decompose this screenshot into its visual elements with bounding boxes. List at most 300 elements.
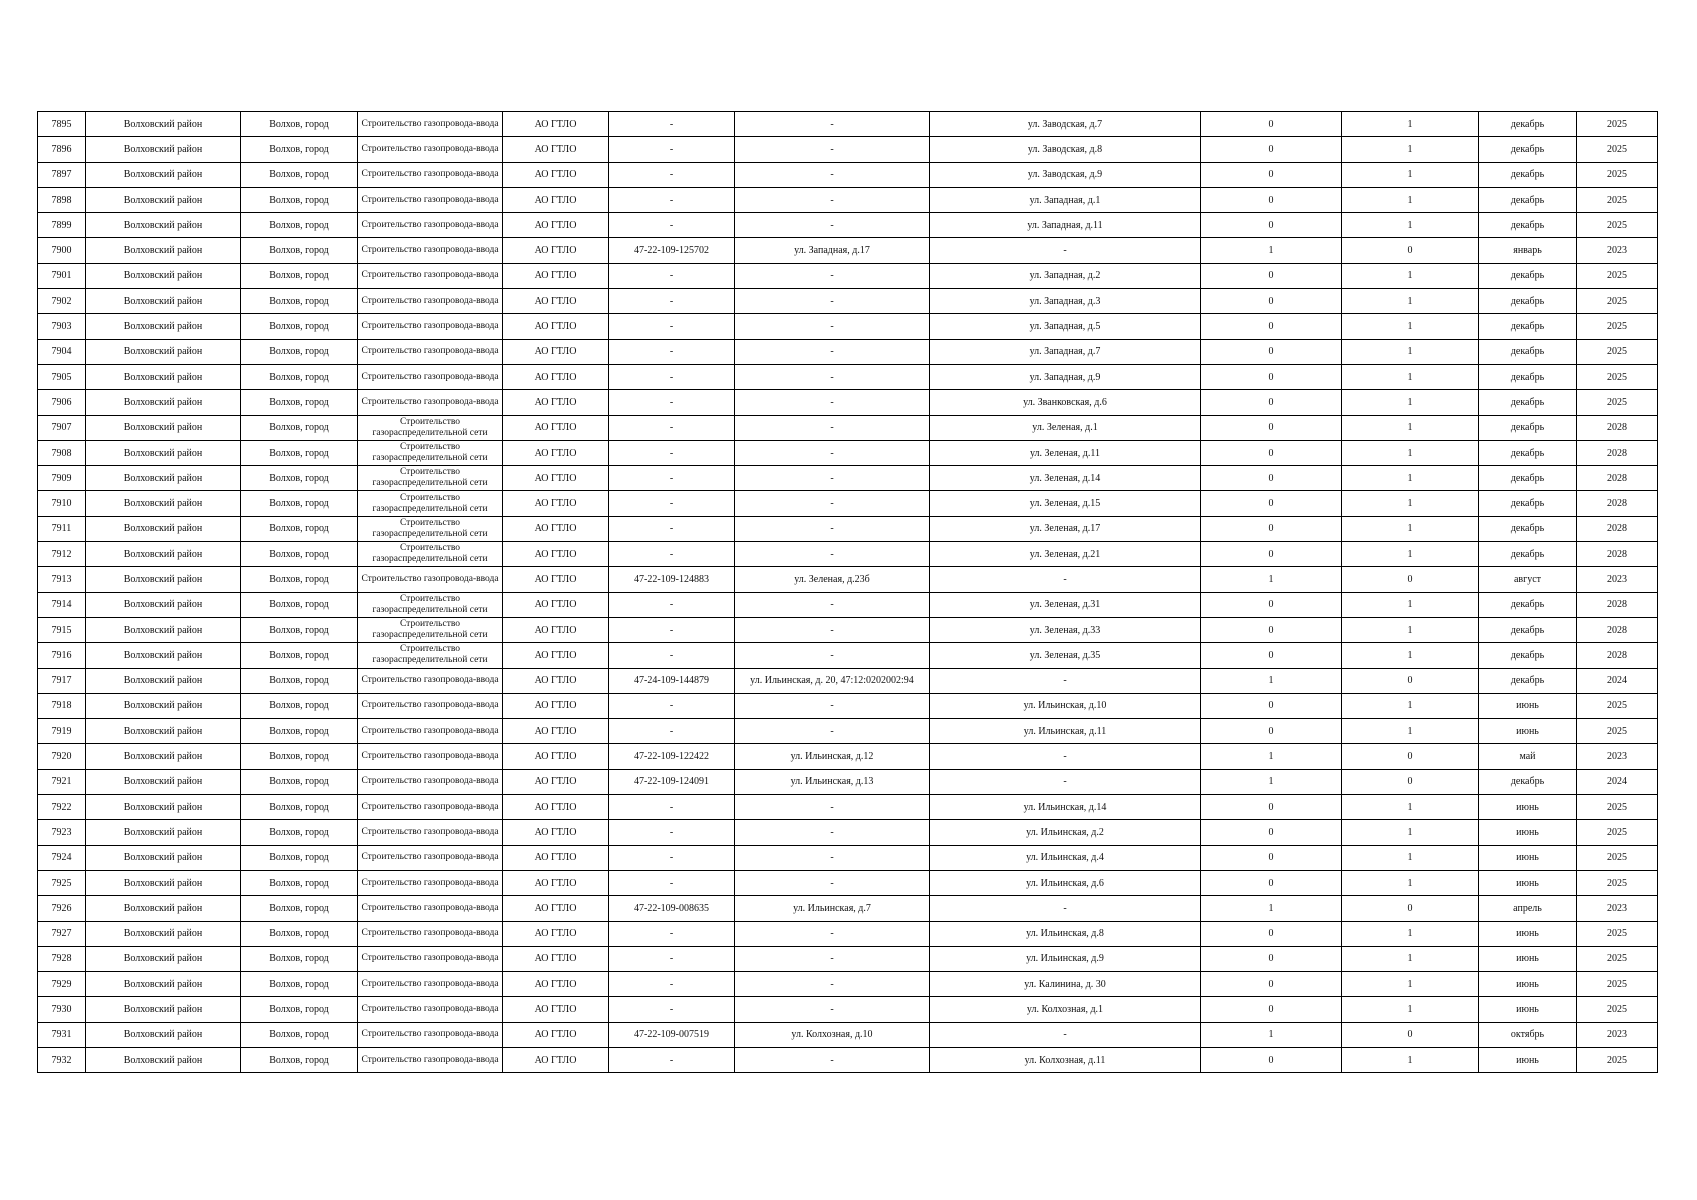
- cell-organization: АО ГТЛО: [503, 440, 609, 465]
- cell-cadastral-number: -: [609, 592, 735, 617]
- cell-work-type: Строительство газопровода-ввода: [358, 845, 503, 870]
- cell-organization: АО ГТЛО: [503, 339, 609, 364]
- cell-district: Волховский район: [86, 162, 241, 187]
- cell-count-planned: 1: [1342, 364, 1479, 389]
- cell-row-number: 7915: [38, 617, 86, 642]
- cell-district: Волховский район: [86, 795, 241, 820]
- cell-planned-address: ул. Колхозная, д.11: [930, 1047, 1201, 1072]
- cell-year: 2028: [1577, 440, 1658, 465]
- cell-work-type: Строительство газопровода-ввода: [358, 1022, 503, 1047]
- cell-organization: АО ГТЛО: [503, 744, 609, 769]
- cell-planned-address: ул. Зеленая, д.15: [930, 491, 1201, 516]
- cell-count-planned: 1: [1342, 693, 1479, 718]
- cell-work-type: Строительство газопровода-ввода: [358, 946, 503, 971]
- cell-work-type: Строительство газораспределительной сети: [358, 466, 503, 491]
- cell-month: декабрь: [1479, 339, 1577, 364]
- table-body: [38, 112, 1658, 1073]
- cell-count-planned: 1: [1342, 491, 1479, 516]
- cell-row-number: 7923: [38, 820, 86, 845]
- cell-settlement: Волхов, город: [241, 187, 358, 212]
- cell-district: Волховский район: [86, 289, 241, 314]
- cell-count-planned: 1: [1342, 845, 1479, 870]
- cell-district: Волховский район: [86, 112, 241, 137]
- cell-cadastral-number: 47-22-109-125702: [609, 238, 735, 263]
- cell-object-address: -: [735, 263, 930, 288]
- cell-month: декабрь: [1479, 617, 1577, 642]
- cell-row-number: 7927: [38, 921, 86, 946]
- cell-district: Волховский район: [86, 364, 241, 389]
- cell-cadastral-number: -: [609, 542, 735, 567]
- cell-work-type: Строительство газопровода-ввода: [358, 238, 503, 263]
- cell-row-number: 7929: [38, 972, 86, 997]
- cell-work-type: Строительство газораспределительной сети: [358, 415, 503, 440]
- cell-row-number: 7917: [38, 668, 86, 693]
- cell-planned-address: ул. Западная, д.2: [930, 263, 1201, 288]
- cell-district: Волховский район: [86, 870, 241, 895]
- table-row: [38, 795, 1658, 820]
- cell-organization: АО ГТЛО: [503, 314, 609, 339]
- cell-count-existing: 0: [1201, 440, 1342, 465]
- cell-organization: АО ГТЛО: [503, 845, 609, 870]
- cell-object-address: -: [735, 592, 930, 617]
- cell-count-existing: 1: [1201, 896, 1342, 921]
- cell-object-address: ул. Ильинская, д.7: [735, 896, 930, 921]
- cell-object-address: -: [735, 946, 930, 971]
- cell-year: 2024: [1577, 769, 1658, 794]
- cell-object-address: -: [735, 364, 930, 389]
- cell-organization: АО ГТЛО: [503, 668, 609, 693]
- cell-month: декабрь: [1479, 415, 1577, 440]
- cell-year: 2025: [1577, 820, 1658, 845]
- cell-planned-address: ул. Зеленая, д.33: [930, 617, 1201, 642]
- cell-count-existing: 0: [1201, 845, 1342, 870]
- cell-cadastral-number: -: [609, 870, 735, 895]
- cell-cadastral-number: 47-22-109-124091: [609, 769, 735, 794]
- cell-year: 2023: [1577, 567, 1658, 592]
- cell-count-existing: 0: [1201, 491, 1342, 516]
- cell-row-number: 7921: [38, 769, 86, 794]
- cell-planned-address: -: [930, 744, 1201, 769]
- cell-year: 2025: [1577, 845, 1658, 870]
- cell-settlement: Волхов, город: [241, 1047, 358, 1072]
- cell-district: Волховский район: [86, 592, 241, 617]
- cell-year: 2023: [1577, 744, 1658, 769]
- cell-organization: АО ГТЛО: [503, 364, 609, 389]
- cell-settlement: Волхов, город: [241, 693, 358, 718]
- cell-row-number: 7926: [38, 896, 86, 921]
- cell-district: Волховский район: [86, 643, 241, 668]
- table-row: [38, 592, 1658, 617]
- cell-planned-address: ул. Ильинская, д.8: [930, 921, 1201, 946]
- cell-work-type: Строительство газопровода-ввода: [358, 112, 503, 137]
- table-row: [38, 162, 1658, 187]
- table-row: [38, 1022, 1658, 1047]
- cell-work-type: Строительство газопровода-ввода: [358, 213, 503, 238]
- cell-planned-address: ул. Западная, д.9: [930, 364, 1201, 389]
- cell-count-planned: 1: [1342, 870, 1479, 895]
- cell-count-existing: 0: [1201, 921, 1342, 946]
- cell-object-address: ул. Западная, д.17: [735, 238, 930, 263]
- cell-settlement: Волхов, город: [241, 339, 358, 364]
- cell-month: декабрь: [1479, 137, 1577, 162]
- cell-month: декабрь: [1479, 668, 1577, 693]
- cell-planned-address: ул. Заводская, д.7: [930, 112, 1201, 137]
- cell-cadastral-number: -: [609, 162, 735, 187]
- cell-month: декабрь: [1479, 769, 1577, 794]
- cell-district: Волховский район: [86, 339, 241, 364]
- cell-year: 2023: [1577, 238, 1658, 263]
- cell-cadastral-number: -: [609, 921, 735, 946]
- cell-cadastral-number: -: [609, 997, 735, 1022]
- cell-object-address: -: [735, 617, 930, 642]
- cell-work-type: Строительство газопровода-ввода: [358, 744, 503, 769]
- cell-count-planned: 1: [1342, 643, 1479, 668]
- cell-count-planned: 0: [1342, 567, 1479, 592]
- cell-work-type: Строительство газопровода-ввода: [358, 795, 503, 820]
- cell-cadastral-number: -: [609, 643, 735, 668]
- cell-work-type: Строительство газопровода-ввода: [358, 263, 503, 288]
- cell-count-planned: 0: [1342, 1022, 1479, 1047]
- cell-count-existing: 1: [1201, 1022, 1342, 1047]
- cell-work-type: Строительство газопровода-ввода: [358, 668, 503, 693]
- cell-organization: АО ГТЛО: [503, 972, 609, 997]
- cell-year: 2028: [1577, 415, 1658, 440]
- cell-count-existing: 0: [1201, 693, 1342, 718]
- cell-organization: АО ГТЛО: [503, 592, 609, 617]
- cell-planned-address: ул. Ильинская, д.2: [930, 820, 1201, 845]
- cell-planned-address: ул. Зеленая, д.1: [930, 415, 1201, 440]
- cell-cadastral-number: -: [609, 289, 735, 314]
- cell-count-planned: 0: [1342, 238, 1479, 263]
- cell-cadastral-number: -: [609, 1047, 735, 1072]
- cell-year: 2028: [1577, 516, 1658, 541]
- cell-organization: АО ГТЛО: [503, 795, 609, 820]
- cell-district: Волховский район: [86, 693, 241, 718]
- cell-district: Волховский район: [86, 263, 241, 288]
- cell-count-existing: 0: [1201, 137, 1342, 162]
- cell-year: 2025: [1577, 1047, 1658, 1072]
- cell-district: Волховский район: [86, 213, 241, 238]
- cell-count-planned: 1: [1342, 390, 1479, 415]
- cell-object-address: ул. Ильинская, д. 20, 47:12:0202002:94: [735, 668, 930, 693]
- cell-year: 2025: [1577, 946, 1658, 971]
- cell-count-planned: 1: [1342, 617, 1479, 642]
- cell-work-type: Строительство газопровода-ввода: [358, 896, 503, 921]
- cell-object-address: -: [735, 516, 930, 541]
- cell-cadastral-number: -: [609, 946, 735, 971]
- cell-object-address: -: [735, 693, 930, 718]
- cell-year: 2025: [1577, 870, 1658, 895]
- cell-planned-address: ул. Зеленая, д.14: [930, 466, 1201, 491]
- cell-organization: АО ГТЛО: [503, 542, 609, 567]
- cell-object-address: -: [735, 1047, 930, 1072]
- table-row: [38, 719, 1658, 744]
- cell-district: Волховский район: [86, 137, 241, 162]
- cell-year: 2024: [1577, 668, 1658, 693]
- cell-object-address: -: [735, 870, 930, 895]
- cell-row-number: 7896: [38, 137, 86, 162]
- cell-month: декабрь: [1479, 289, 1577, 314]
- cell-count-planned: 0: [1342, 668, 1479, 693]
- cell-month: июнь: [1479, 820, 1577, 845]
- table-row: [38, 668, 1658, 693]
- cell-count-existing: 0: [1201, 112, 1342, 137]
- cell-settlement: Волхов, город: [241, 1022, 358, 1047]
- table-row: [38, 440, 1658, 465]
- cell-organization: АО ГТЛО: [503, 617, 609, 642]
- cell-cadastral-number: -: [609, 516, 735, 541]
- cell-row-number: 7931: [38, 1022, 86, 1047]
- cell-month: июнь: [1479, 693, 1577, 718]
- cell-cadastral-number: 47-24-109-144879: [609, 668, 735, 693]
- cell-work-type: Строительство газопровода-ввода: [358, 339, 503, 364]
- cell-district: Волховский район: [86, 440, 241, 465]
- cell-cadastral-number: -: [609, 263, 735, 288]
- table-row: [38, 466, 1658, 491]
- cell-count-existing: 1: [1201, 567, 1342, 592]
- table-row: [38, 542, 1658, 567]
- table-row: [38, 263, 1658, 288]
- cell-cadastral-number: 47-22-109-122422: [609, 744, 735, 769]
- cell-work-type: Строительство газопровода-ввода: [358, 820, 503, 845]
- cell-count-existing: 0: [1201, 390, 1342, 415]
- cell-month: декабрь: [1479, 516, 1577, 541]
- cell-district: Волховский район: [86, 314, 241, 339]
- cell-object-address: -: [735, 820, 930, 845]
- cell-settlement: Волхов, город: [241, 921, 358, 946]
- cell-planned-address: ул. Званковская, д.6: [930, 390, 1201, 415]
- cell-row-number: 7922: [38, 795, 86, 820]
- cell-cadastral-number: -: [609, 187, 735, 212]
- cell-month: декабрь: [1479, 364, 1577, 389]
- cell-row-number: 7898: [38, 187, 86, 212]
- cell-settlement: Волхов, город: [241, 845, 358, 870]
- cell-count-existing: 0: [1201, 466, 1342, 491]
- cell-organization: АО ГТЛО: [503, 466, 609, 491]
- cell-settlement: Волхов, город: [241, 668, 358, 693]
- table-row: [38, 187, 1658, 212]
- cell-count-existing: 0: [1201, 719, 1342, 744]
- cell-object-address: -: [735, 997, 930, 1022]
- cell-year: 2028: [1577, 592, 1658, 617]
- cell-work-type: Строительство газопровода-ввода: [358, 289, 503, 314]
- cell-cadastral-number: 47-22-109-124883: [609, 567, 735, 592]
- cell-count-planned: 1: [1342, 946, 1479, 971]
- cell-planned-address: -: [930, 1022, 1201, 1047]
- cell-cadastral-number: -: [609, 617, 735, 642]
- cell-year: 2025: [1577, 187, 1658, 212]
- table-row: [38, 870, 1658, 895]
- cell-row-number: 7925: [38, 870, 86, 895]
- cell-row-number: 7932: [38, 1047, 86, 1072]
- cell-row-number: 7930: [38, 997, 86, 1022]
- cell-work-type: Строительство газопровода-ввода: [358, 719, 503, 744]
- table-row: [38, 769, 1658, 794]
- cell-organization: АО ГТЛО: [503, 289, 609, 314]
- cell-count-planned: 0: [1342, 896, 1479, 921]
- cell-organization: АО ГТЛО: [503, 491, 609, 516]
- table-row: [38, 112, 1658, 137]
- cell-count-existing: 0: [1201, 162, 1342, 187]
- cell-count-existing: 0: [1201, 213, 1342, 238]
- cell-month: июнь: [1479, 1047, 1577, 1072]
- cell-row-number: 7928: [38, 946, 86, 971]
- cell-planned-address: ул. Ильинская, д.9: [930, 946, 1201, 971]
- cell-count-existing: 0: [1201, 289, 1342, 314]
- cell-count-planned: 1: [1342, 592, 1479, 617]
- cell-count-planned: 1: [1342, 997, 1479, 1022]
- cell-month: июнь: [1479, 921, 1577, 946]
- cell-cadastral-number: -: [609, 795, 735, 820]
- cell-count-existing: 0: [1201, 542, 1342, 567]
- cell-cadastral-number: -: [609, 845, 735, 870]
- cell-row-number: 7895: [38, 112, 86, 137]
- cell-planned-address: ул. Западная, д.11: [930, 213, 1201, 238]
- cell-object-address: -: [735, 289, 930, 314]
- cell-cadastral-number: 47-22-109-007519: [609, 1022, 735, 1047]
- cell-object-address: -: [735, 921, 930, 946]
- cell-planned-address: ул. Ильинская, д.10: [930, 693, 1201, 718]
- cell-planned-address: ул. Ильинская, д.14: [930, 795, 1201, 820]
- cell-month: июнь: [1479, 946, 1577, 971]
- cell-count-planned: 1: [1342, 137, 1479, 162]
- cell-object-address: ул. Ильинская, д.12: [735, 744, 930, 769]
- cell-settlement: Волхов, город: [241, 516, 358, 541]
- cell-count-existing: 1: [1201, 238, 1342, 263]
- data-table: [37, 111, 1658, 1073]
- cell-month: июнь: [1479, 972, 1577, 997]
- table-row: [38, 415, 1658, 440]
- cell-work-type: Строительство газораспределительной сети: [358, 592, 503, 617]
- cell-cadastral-number: -: [609, 466, 735, 491]
- cell-count-planned: 0: [1342, 769, 1479, 794]
- cell-work-type: Строительство газораспределительной сети: [358, 516, 503, 541]
- cell-month: июнь: [1479, 870, 1577, 895]
- cell-row-number: 7919: [38, 719, 86, 744]
- cell-count-planned: 1: [1342, 440, 1479, 465]
- cell-month: декабрь: [1479, 213, 1577, 238]
- cell-month: июнь: [1479, 719, 1577, 744]
- cell-year: 2025: [1577, 314, 1658, 339]
- cell-planned-address: -: [930, 668, 1201, 693]
- cell-year: 2025: [1577, 137, 1658, 162]
- cell-settlement: Волхов, город: [241, 769, 358, 794]
- cell-cadastral-number: -: [609, 972, 735, 997]
- cell-count-planned: 1: [1342, 415, 1479, 440]
- cell-work-type: Строительство газопровода-ввода: [358, 1047, 503, 1072]
- table-row: [38, 289, 1658, 314]
- cell-organization: АО ГТЛО: [503, 643, 609, 668]
- cell-organization: АО ГТЛО: [503, 137, 609, 162]
- cell-settlement: Волхов, город: [241, 617, 358, 642]
- cell-count-existing: 0: [1201, 820, 1342, 845]
- cell-settlement: Волхов, город: [241, 972, 358, 997]
- cell-district: Волховский район: [86, 1022, 241, 1047]
- cell-work-type: Строительство газопровода-ввода: [358, 693, 503, 718]
- table-row: [38, 921, 1658, 946]
- cell-year: 2028: [1577, 466, 1658, 491]
- cell-year: 2025: [1577, 390, 1658, 415]
- cell-count-planned: 1: [1342, 213, 1479, 238]
- cell-year: 2025: [1577, 719, 1658, 744]
- cell-settlement: Волхов, город: [241, 491, 358, 516]
- cell-count-existing: 0: [1201, 263, 1342, 288]
- cell-cadastral-number: -: [609, 390, 735, 415]
- cell-work-type: Строительство газораспределительной сети: [358, 542, 503, 567]
- cell-count-planned: 1: [1342, 1047, 1479, 1072]
- cell-organization: АО ГТЛО: [503, 1022, 609, 1047]
- cell-year: 2028: [1577, 643, 1658, 668]
- cell-planned-address: -: [930, 238, 1201, 263]
- cell-planned-address: ул. Ильинская, д.4: [930, 845, 1201, 870]
- cell-count-planned: 1: [1342, 921, 1479, 946]
- cell-organization: АО ГТЛО: [503, 112, 609, 137]
- cell-month: август: [1479, 567, 1577, 592]
- cell-object-address: ул. Ильинская, д.13: [735, 769, 930, 794]
- cell-row-number: 7909: [38, 466, 86, 491]
- table-row: [38, 137, 1658, 162]
- cell-year: 2025: [1577, 997, 1658, 1022]
- cell-count-existing: 0: [1201, 946, 1342, 971]
- cell-work-type: Строительство газопровода-ввода: [358, 137, 503, 162]
- table-row: [38, 364, 1658, 389]
- cell-row-number: 7912: [38, 542, 86, 567]
- cell-district: Волховский район: [86, 415, 241, 440]
- cell-month: декабрь: [1479, 263, 1577, 288]
- cell-row-number: 7910: [38, 491, 86, 516]
- cell-object-address: -: [735, 314, 930, 339]
- cell-count-existing: 1: [1201, 769, 1342, 794]
- table-row: [38, 820, 1658, 845]
- table-row: [38, 643, 1658, 668]
- cell-count-existing: 0: [1201, 516, 1342, 541]
- table-row: [38, 972, 1658, 997]
- table-row: [38, 744, 1658, 769]
- cell-organization: АО ГТЛО: [503, 567, 609, 592]
- cell-year: 2025: [1577, 289, 1658, 314]
- cell-planned-address: -: [930, 567, 1201, 592]
- cell-object-address: -: [735, 162, 930, 187]
- cell-settlement: Волхов, город: [241, 542, 358, 567]
- cell-count-existing: 0: [1201, 592, 1342, 617]
- cell-row-number: 7914: [38, 592, 86, 617]
- cell-year: 2025: [1577, 364, 1658, 389]
- cell-year: 2023: [1577, 896, 1658, 921]
- cell-row-number: 7897: [38, 162, 86, 187]
- cell-district: Волховский район: [86, 719, 241, 744]
- cell-planned-address: ул. Зеленая, д.21: [930, 542, 1201, 567]
- table-row: [38, 617, 1658, 642]
- cell-planned-address: ул. Западная, д.7: [930, 339, 1201, 364]
- cell-object-address: -: [735, 390, 930, 415]
- cell-object-address: -: [735, 213, 930, 238]
- cell-district: Волховский район: [86, 668, 241, 693]
- cell-organization: АО ГТЛО: [503, 870, 609, 895]
- cell-settlement: Волхов, город: [241, 213, 358, 238]
- cell-settlement: Волхов, город: [241, 744, 358, 769]
- cell-month: декабрь: [1479, 542, 1577, 567]
- cell-object-address: -: [735, 542, 930, 567]
- table-row: [38, 314, 1658, 339]
- cell-work-type: Строительство газопровода-ввода: [358, 972, 503, 997]
- cell-planned-address: ул. Зеленая, д.17: [930, 516, 1201, 541]
- cell-settlement: Волхов, город: [241, 820, 358, 845]
- cell-count-planned: 1: [1342, 795, 1479, 820]
- cell-district: Волховский район: [86, 972, 241, 997]
- cell-district: Волховский район: [86, 769, 241, 794]
- cell-object-address: -: [735, 187, 930, 212]
- cell-count-existing: 0: [1201, 339, 1342, 364]
